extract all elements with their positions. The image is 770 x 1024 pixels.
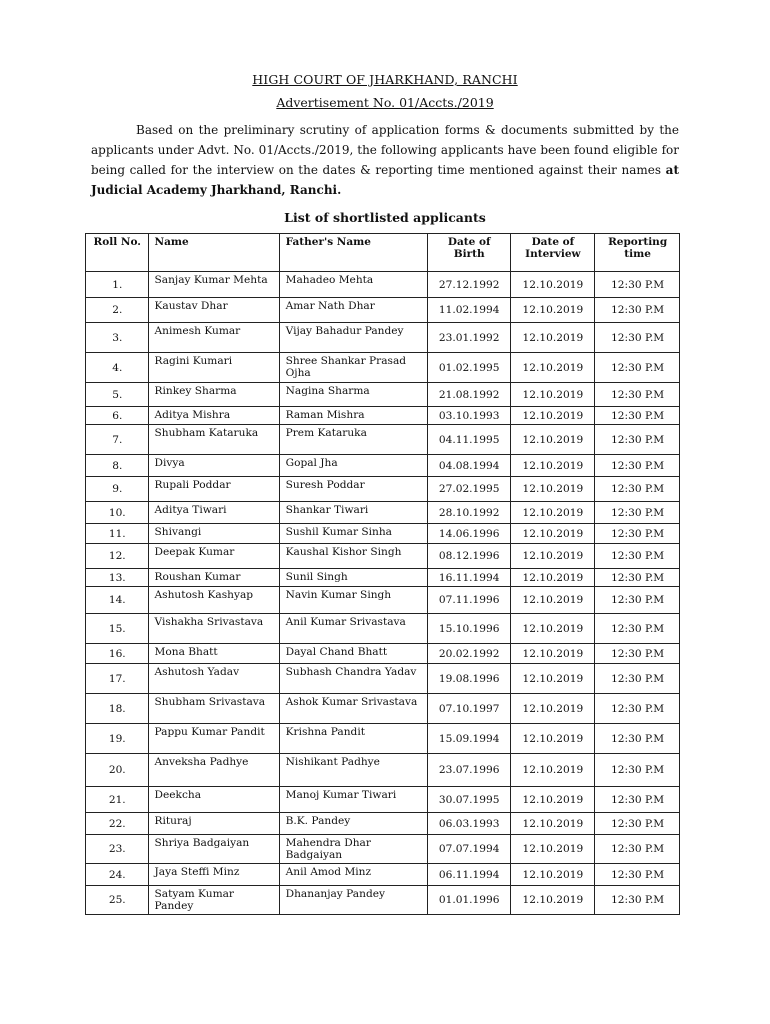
table-cell-dob: 07.07.1994 bbox=[427, 835, 510, 864]
applicants-table bbox=[85, 233, 680, 915]
table-cell-father: Nishikant Padhye bbox=[279, 754, 427, 787]
table-cell-father: Ashok Kumar Srivastava bbox=[279, 694, 427, 724]
table-cell-roll: 4. bbox=[86, 353, 149, 383]
table-cell-roll: 16. bbox=[86, 644, 149, 664]
table-cell-reporting: 12:30 P.M bbox=[595, 587, 680, 614]
table-cell-name: Rituraj bbox=[148, 813, 279, 835]
table-row bbox=[86, 813, 680, 835]
table-cell-father: Mahadeo Mehta bbox=[279, 272, 427, 298]
table-cell-interview: 12.10.2019 bbox=[510, 569, 595, 587]
table-cell-roll: 8. bbox=[86, 455, 149, 477]
table-cell-interview: 12.10.2019 bbox=[510, 614, 595, 644]
table-cell-father: B.K. Pandey bbox=[279, 813, 427, 835]
table-cell-father: Sushil Kumar Sinha bbox=[279, 524, 427, 544]
intro-venue: at Judicial Academy Jharkhand, Ranchi. bbox=[91, 163, 679, 197]
table-row bbox=[86, 407, 680, 425]
table-cell-roll: 9. bbox=[86, 477, 149, 502]
table-cell-father: Nagina Sharma bbox=[279, 383, 427, 407]
table-cell-dob: 23.07.1996 bbox=[427, 754, 510, 787]
table-cell-father: Kaushal Kishor Singh bbox=[279, 544, 427, 569]
table-cell-interview: 12.10.2019 bbox=[510, 502, 595, 524]
table-cell-father: Suresh Poddar bbox=[279, 477, 427, 502]
table-cell-father: Manoj Kumar Tiwari bbox=[279, 787, 427, 813]
table-cell-dob: 06.11.1994 bbox=[427, 864, 510, 886]
table-row bbox=[86, 425, 680, 455]
table-cell-reporting: 12:30 P.M bbox=[595, 272, 680, 298]
table-cell-roll: 15. bbox=[86, 614, 149, 644]
table-row bbox=[86, 644, 680, 664]
table-cell-name: Vishakha Srivastava bbox=[148, 614, 279, 644]
table-cell-father: Raman Mishra bbox=[279, 407, 427, 425]
table-cell-dob: 19.08.1996 bbox=[427, 664, 510, 694]
table-row bbox=[86, 614, 680, 644]
table-cell-father: Krishna Pandit bbox=[279, 724, 427, 754]
table-row bbox=[86, 587, 680, 614]
table-cell-interview: 12.10.2019 bbox=[510, 787, 595, 813]
table-cell-roll: 22. bbox=[86, 813, 149, 835]
table-cell-reporting: 12:30 P.M bbox=[595, 298, 680, 323]
table-cell-dob: 04.08.1994 bbox=[427, 455, 510, 477]
table-cell-dob: 15.10.1996 bbox=[427, 614, 510, 644]
table-cell-name: Shubham Srivastava bbox=[148, 694, 279, 724]
header-roll: Roll No. bbox=[86, 234, 149, 272]
table-cell-roll: 24. bbox=[86, 864, 149, 886]
table-row bbox=[86, 664, 680, 694]
table-row bbox=[86, 835, 680, 864]
table-cell-interview: 12.10.2019 bbox=[510, 886, 595, 915]
table-cell-reporting: 12:30 P.M bbox=[595, 524, 680, 544]
table-cell-roll: 12. bbox=[86, 544, 149, 569]
table-cell-father: Dhananjay Pandey bbox=[279, 886, 427, 915]
table-cell-father: Sunil Singh bbox=[279, 569, 427, 587]
table-cell-reporting: 12:30 P.M bbox=[595, 813, 680, 835]
table-cell-interview: 12.10.2019 bbox=[510, 323, 595, 353]
header-name: Name bbox=[148, 234, 279, 272]
table-cell-name: Aditya Mishra bbox=[148, 407, 279, 425]
table-row bbox=[86, 383, 680, 407]
table-cell-reporting: 12:30 P.M bbox=[595, 754, 680, 787]
table-cell-roll: 10. bbox=[86, 502, 149, 524]
intro-paragraph bbox=[91, 120, 679, 200]
table-cell-interview: 12.10.2019 bbox=[510, 694, 595, 724]
table-cell-father: Mahendra Dhar Badgaiyan bbox=[279, 835, 427, 864]
table-cell-name: Rupali Poddar bbox=[148, 477, 279, 502]
table-cell-father: Prem Kataruka bbox=[279, 425, 427, 455]
table-cell-name: Anveksha Padhye bbox=[148, 754, 279, 787]
table-cell-roll: 13. bbox=[86, 569, 149, 587]
table-row bbox=[86, 886, 680, 915]
table-row bbox=[86, 694, 680, 724]
table-cell-roll: 18. bbox=[86, 694, 149, 724]
table-cell-dob: 20.02.1992 bbox=[427, 644, 510, 664]
table-cell-interview: 12.10.2019 bbox=[510, 835, 595, 864]
table-cell-name: Ashutosh Yadav bbox=[148, 664, 279, 694]
table-cell-reporting: 12:30 P.M bbox=[595, 455, 680, 477]
document-title: HIGH COURT OF JHARKHAND, RANCHI bbox=[252, 72, 518, 87]
table-cell-roll: 20. bbox=[86, 754, 149, 787]
table-cell-interview: 12.10.2019 bbox=[510, 813, 595, 835]
table-cell-roll: 7. bbox=[86, 425, 149, 455]
table-cell-name: Ashutosh Kashyap bbox=[148, 587, 279, 614]
table-cell-interview: 12.10.2019 bbox=[510, 724, 595, 754]
table-cell-father: Gopal Jha bbox=[279, 455, 427, 477]
table-cell-interview: 12.10.2019 bbox=[510, 587, 595, 614]
table-cell-dob: 04.11.1995 bbox=[427, 425, 510, 455]
table-cell-dob: 16.11.1994 bbox=[427, 569, 510, 587]
table-cell-name: Divya bbox=[148, 455, 279, 477]
table-cell-reporting: 12:30 P.M bbox=[595, 694, 680, 724]
table-cell-reporting: 12:30 P.M bbox=[595, 644, 680, 664]
table-cell-interview: 12.10.2019 bbox=[510, 544, 595, 569]
list-title: List of shortlisted applicants bbox=[284, 210, 486, 225]
table-cell-dob: 23.01.1992 bbox=[427, 323, 510, 353]
table-row bbox=[86, 544, 680, 569]
table-cell-roll: 19. bbox=[86, 724, 149, 754]
table-cell-father: Anil Amod Minz bbox=[279, 864, 427, 886]
table-cell-interview: 12.10.2019 bbox=[510, 477, 595, 502]
table-cell-name: Deekcha bbox=[148, 787, 279, 813]
table-cell-name: Kaustav Dhar bbox=[148, 298, 279, 323]
table-cell-reporting: 12:30 P.M bbox=[595, 787, 680, 813]
table-cell-interview: 12.10.2019 bbox=[510, 353, 595, 383]
table-row bbox=[86, 569, 680, 587]
table-cell-name: Shivangi bbox=[148, 524, 279, 544]
table-cell-father: Dayal Chand Bhatt bbox=[279, 644, 427, 664]
header-interview: Date of Interview bbox=[510, 234, 595, 272]
table-cell-reporting: 12:30 P.M bbox=[595, 886, 680, 915]
table-cell-name: Pappu Kumar Pandit bbox=[148, 724, 279, 754]
table-cell-reporting: 12:30 P.M bbox=[595, 835, 680, 864]
table-cell-dob: 01.01.1996 bbox=[427, 886, 510, 915]
table-cell-reporting: 12:30 P.M bbox=[595, 569, 680, 587]
table-cell-reporting: 12:30 P.M bbox=[595, 353, 680, 383]
table-cell-reporting: 12:30 P.M bbox=[595, 477, 680, 502]
table-cell-name: Shriya Badgaiyan bbox=[148, 835, 279, 864]
table-cell-father: Vijay Bahadur Pandey bbox=[279, 323, 427, 353]
table-cell-roll: 11. bbox=[86, 524, 149, 544]
table-cell-dob: 06.03.1993 bbox=[427, 813, 510, 835]
table-row bbox=[86, 787, 680, 813]
table-cell-interview: 12.10.2019 bbox=[510, 644, 595, 664]
table-cell-name: Shubham Kataruka bbox=[148, 425, 279, 455]
table-cell-dob: 11.02.1994 bbox=[427, 298, 510, 323]
table-cell-reporting: 12:30 P.M bbox=[595, 323, 680, 353]
table-cell-name: Satyam Kumar Pandey bbox=[148, 886, 279, 915]
table-row bbox=[86, 754, 680, 787]
table-cell-reporting: 12:30 P.M bbox=[595, 864, 680, 886]
table-cell-interview: 12.10.2019 bbox=[510, 383, 595, 407]
table-cell-dob: 30.07.1995 bbox=[427, 787, 510, 813]
advertisement-number: Advertisement No. 01/Accts./2019 bbox=[276, 95, 494, 110]
table-cell-dob: 21.08.1992 bbox=[427, 383, 510, 407]
table-cell-roll: 14. bbox=[86, 587, 149, 614]
table-cell-name: Sanjay Kumar Mehta bbox=[148, 272, 279, 298]
table-cell-father: Navin Kumar Singh bbox=[279, 587, 427, 614]
table-cell-name: Rinkey Sharma bbox=[148, 383, 279, 407]
table-cell-roll: 17. bbox=[86, 664, 149, 694]
table-cell-interview: 12.10.2019 bbox=[510, 425, 595, 455]
table-cell-roll: 25. bbox=[86, 886, 149, 915]
table-cell-roll: 2. bbox=[86, 298, 149, 323]
table-cell-reporting: 12:30 P.M bbox=[595, 664, 680, 694]
table-cell-interview: 12.10.2019 bbox=[510, 754, 595, 787]
table-cell-father: Amar Nath Dhar bbox=[279, 298, 427, 323]
table-cell-dob: 27.12.1992 bbox=[427, 272, 510, 298]
table-cell-dob: 07.11.1996 bbox=[427, 587, 510, 614]
table-cell-reporting: 12:30 P.M bbox=[595, 614, 680, 644]
table-cell-roll: 21. bbox=[86, 787, 149, 813]
table-cell-roll: 23. bbox=[86, 835, 149, 864]
table-cell-father: Shree Shankar Prasad Ojha bbox=[279, 353, 427, 383]
table-cell-reporting: 12:30 P.M bbox=[595, 724, 680, 754]
table-row bbox=[86, 477, 680, 502]
table-cell-interview: 12.10.2019 bbox=[510, 455, 595, 477]
table-cell-dob: 07.10.1997 bbox=[427, 694, 510, 724]
table-cell-roll: 3. bbox=[86, 323, 149, 353]
table-cell-name: Roushan Kumar bbox=[148, 569, 279, 587]
table-cell-father: Shankar Tiwari bbox=[279, 502, 427, 524]
header-dob: Date of Birth bbox=[427, 234, 510, 272]
table-row bbox=[86, 323, 680, 353]
table-cell-dob: 14.06.1996 bbox=[427, 524, 510, 544]
table-cell-interview: 12.10.2019 bbox=[510, 272, 595, 298]
table-row bbox=[86, 455, 680, 477]
table-row bbox=[86, 502, 680, 524]
table-cell-reporting: 12:30 P.M bbox=[595, 407, 680, 425]
table-cell-reporting: 12:30 P.M bbox=[595, 425, 680, 455]
table-cell-dob: 27.02.1995 bbox=[427, 477, 510, 502]
table-cell-interview: 12.10.2019 bbox=[510, 864, 595, 886]
table-header-row bbox=[86, 234, 680, 272]
table-cell-name: Ragini Kumari bbox=[148, 353, 279, 383]
table-cell-dob: 15.09.1994 bbox=[427, 724, 510, 754]
table-row bbox=[86, 524, 680, 544]
table-cell-name: Deepak Kumar bbox=[148, 544, 279, 569]
table-row bbox=[86, 272, 680, 298]
table-cell-interview: 12.10.2019 bbox=[510, 664, 595, 694]
table-row bbox=[86, 298, 680, 323]
table-cell-father: Anil Kumar Srivastava bbox=[279, 614, 427, 644]
table-cell-dob: 08.12.1996 bbox=[427, 544, 510, 569]
table-cell-roll: 1. bbox=[86, 272, 149, 298]
table-cell-name: Mona Bhatt bbox=[148, 644, 279, 664]
table-cell-name: Jaya Steffi Minz bbox=[148, 864, 279, 886]
table-cell-interview: 12.10.2019 bbox=[510, 298, 595, 323]
header-reporting: Reporting time bbox=[595, 234, 680, 272]
intro-text: Based on the preliminary scrutiny of application forms & documents submitted by the applicants under Advt. No. 01/Accts./2019, the following applicants have been found eligible for being called for the interview on the dates & reporting time mentioned against their names bbox=[91, 123, 679, 177]
table-row bbox=[86, 353, 680, 383]
table-cell-roll: 5. bbox=[86, 383, 149, 407]
table-cell-reporting: 12:30 P.M bbox=[595, 383, 680, 407]
table-cell-name: Animesh Kumar bbox=[148, 323, 279, 353]
table-cell-reporting: 12:30 P.M bbox=[595, 544, 680, 569]
table-cell-dob: 03.10.1993 bbox=[427, 407, 510, 425]
table-cell-dob: 28.10.1992 bbox=[427, 502, 510, 524]
table-cell-reporting: 12:30 P.M bbox=[595, 502, 680, 524]
table-cell-interview: 12.10.2019 bbox=[510, 407, 595, 425]
table-cell-roll: 6. bbox=[86, 407, 149, 425]
table-row bbox=[86, 724, 680, 754]
header-father: Father's Name bbox=[279, 234, 427, 272]
table-cell-interview: 12.10.2019 bbox=[510, 524, 595, 544]
table-cell-name: Aditya Tiwari bbox=[148, 502, 279, 524]
table-cell-dob: 01.02.1995 bbox=[427, 353, 510, 383]
table-cell-father: Subhash Chandra Yadav bbox=[279, 664, 427, 694]
table-row bbox=[86, 864, 680, 886]
